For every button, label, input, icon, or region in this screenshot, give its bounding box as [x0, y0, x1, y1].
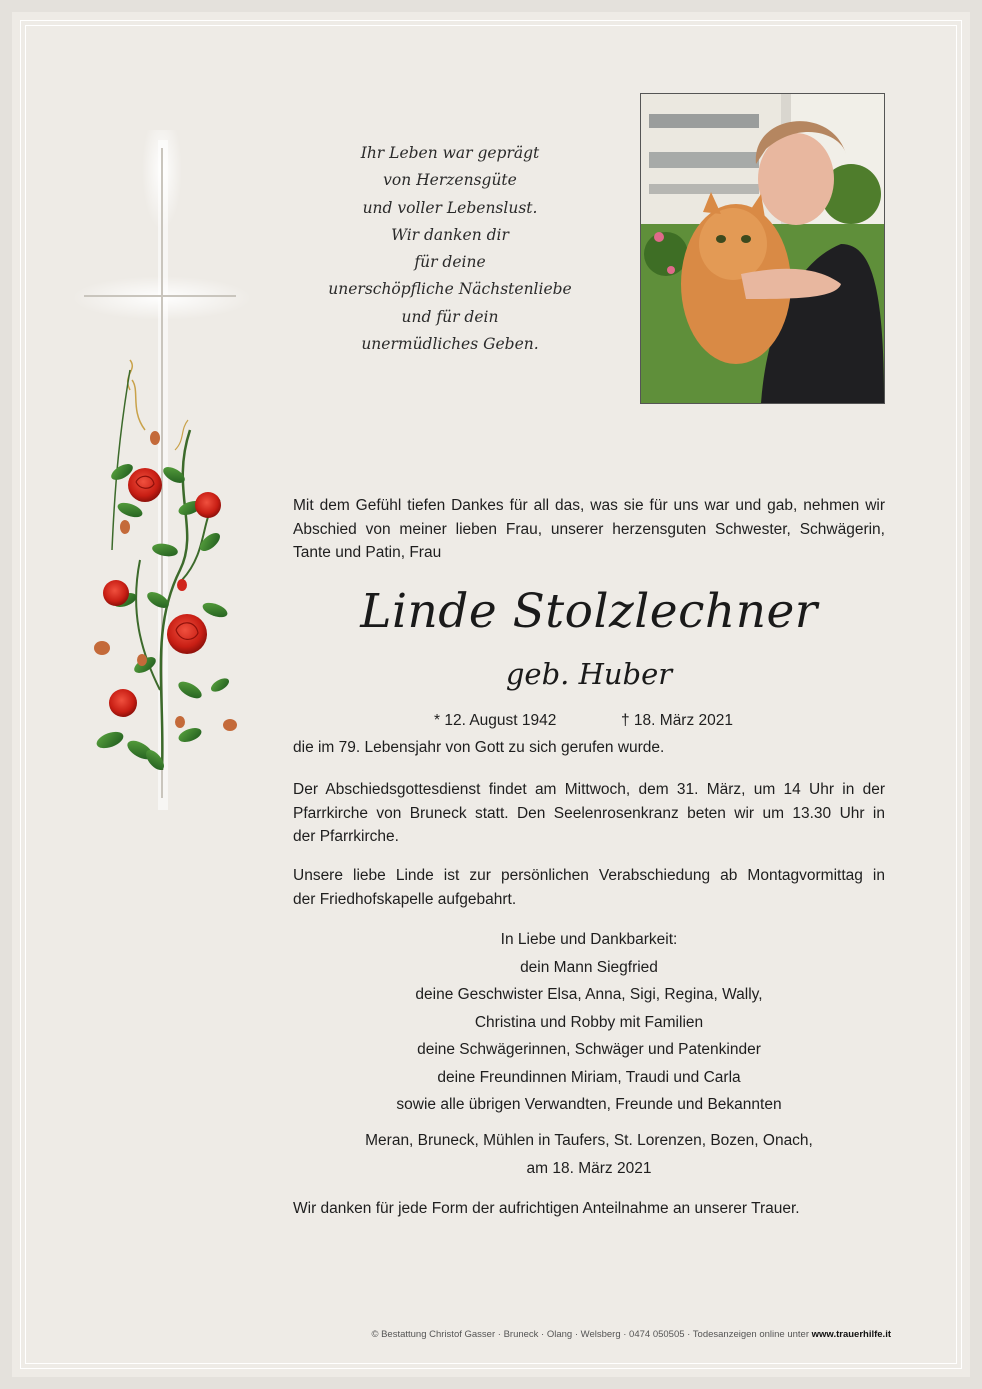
birth-date: * 12. August 1942 — [434, 712, 557, 729]
cross-roses-decoration — [70, 130, 290, 830]
mourners-line: Christina und Robby mit Familien — [474, 1013, 704, 1031]
footer-credit: © Bestattung Christof Gasser · Bruneck · Olang · Welsberg · 0474 050505 · Todesanzeigen online unter — [371, 1329, 809, 1340]
place-line: Meran, Bruneck, Mühlen in Taufers, St. Lorenzen, Bozen, Onach, — [365, 1132, 813, 1149]
footer — [293, 1329, 891, 1340]
intro-line: Abschied von meiner lieben Frau, unserer herzensguten Schwester, Schwägerin, — [293, 520, 885, 538]
quote-line: unerschöpfliche Nächstenliebe — [328, 280, 572, 299]
age-text: die im 79. Lebensjahr von Gott zu sich gerufen wurde. — [293, 739, 665, 756]
mourners-list — [293, 926, 885, 1119]
mourners-line: In Liebe und Dankbarkeit: — [500, 931, 678, 948]
maiden-name: geb. Huber — [505, 657, 673, 691]
date-line: am 18. März 2021 — [526, 1159, 652, 1177]
service-line: Pfarrkirche von Bruneck statt. Den Seelenrosenkranz beten wir um 13.30 Uhr in — [293, 804, 885, 822]
quote-line: Ihr Leben war geprägt — [360, 144, 540, 162]
footer-website-link[interactable]: www.trauerhilfe.it — [811, 1329, 891, 1340]
viewing-paragraph — [293, 864, 885, 911]
service-paragraph — [293, 778, 885, 849]
intro-line: Tante und Patin, Frau — [293, 544, 442, 561]
quote-line: und voller Lebenslust. — [362, 198, 538, 217]
closing-thanks: Wir danken für jede Form der aufrichtigen Anteilnahme an unserer Trauer. — [293, 1200, 800, 1217]
intro-line: Mit dem Gefühl tiefen Dankes für all das, was sie für uns war und gab, nehmen wir — [293, 497, 885, 514]
mourners-line: sowie alle übrigen Verwandten, Freunde und Bekannten — [396, 1096, 782, 1113]
quote-line: unermüdliches Geben. — [361, 335, 539, 354]
quote-line: und für dein — [401, 307, 499, 326]
viewing-line: der Friedhofskapelle aufgebahrt. — [293, 890, 517, 908]
memorial-quote — [300, 140, 600, 358]
mourners-line: dein Mann Siegfried — [520, 958, 658, 976]
mourners-line: deine Schwägerinnen, Schwäger und Patenkinder — [417, 1041, 761, 1058]
quote-line: für deine — [414, 253, 486, 272]
service-line: der Pfarrkirche. — [293, 828, 399, 845]
deceased-name: Linde Stolzlechner — [360, 584, 818, 639]
quote-line: Wir danken dir — [391, 225, 509, 244]
service-line: Der Abschiedsgottesdienst findet am Mittwoch, dem 31. März, um 14 Uhr in der — [293, 781, 885, 798]
mourners-line: deine Geschwister Elsa, Anna, Sigi, Regina, Wally, — [415, 986, 763, 1003]
quote-line: von Herzensgüte — [383, 171, 517, 190]
place-date — [293, 1127, 885, 1182]
intro-paragraph — [293, 494, 885, 565]
portrait-photo — [640, 93, 885, 404]
age-line — [293, 736, 885, 760]
death-date: † 18. März 2021 — [621, 712, 734, 729]
mourners-line: deine Freundinnen Miriam, Traudi und Carla — [437, 1068, 741, 1086]
viewing-line: Unsere liebe Linde ist zur persönlichen Verabschiedung ab Montagvormittag in — [293, 867, 885, 884]
